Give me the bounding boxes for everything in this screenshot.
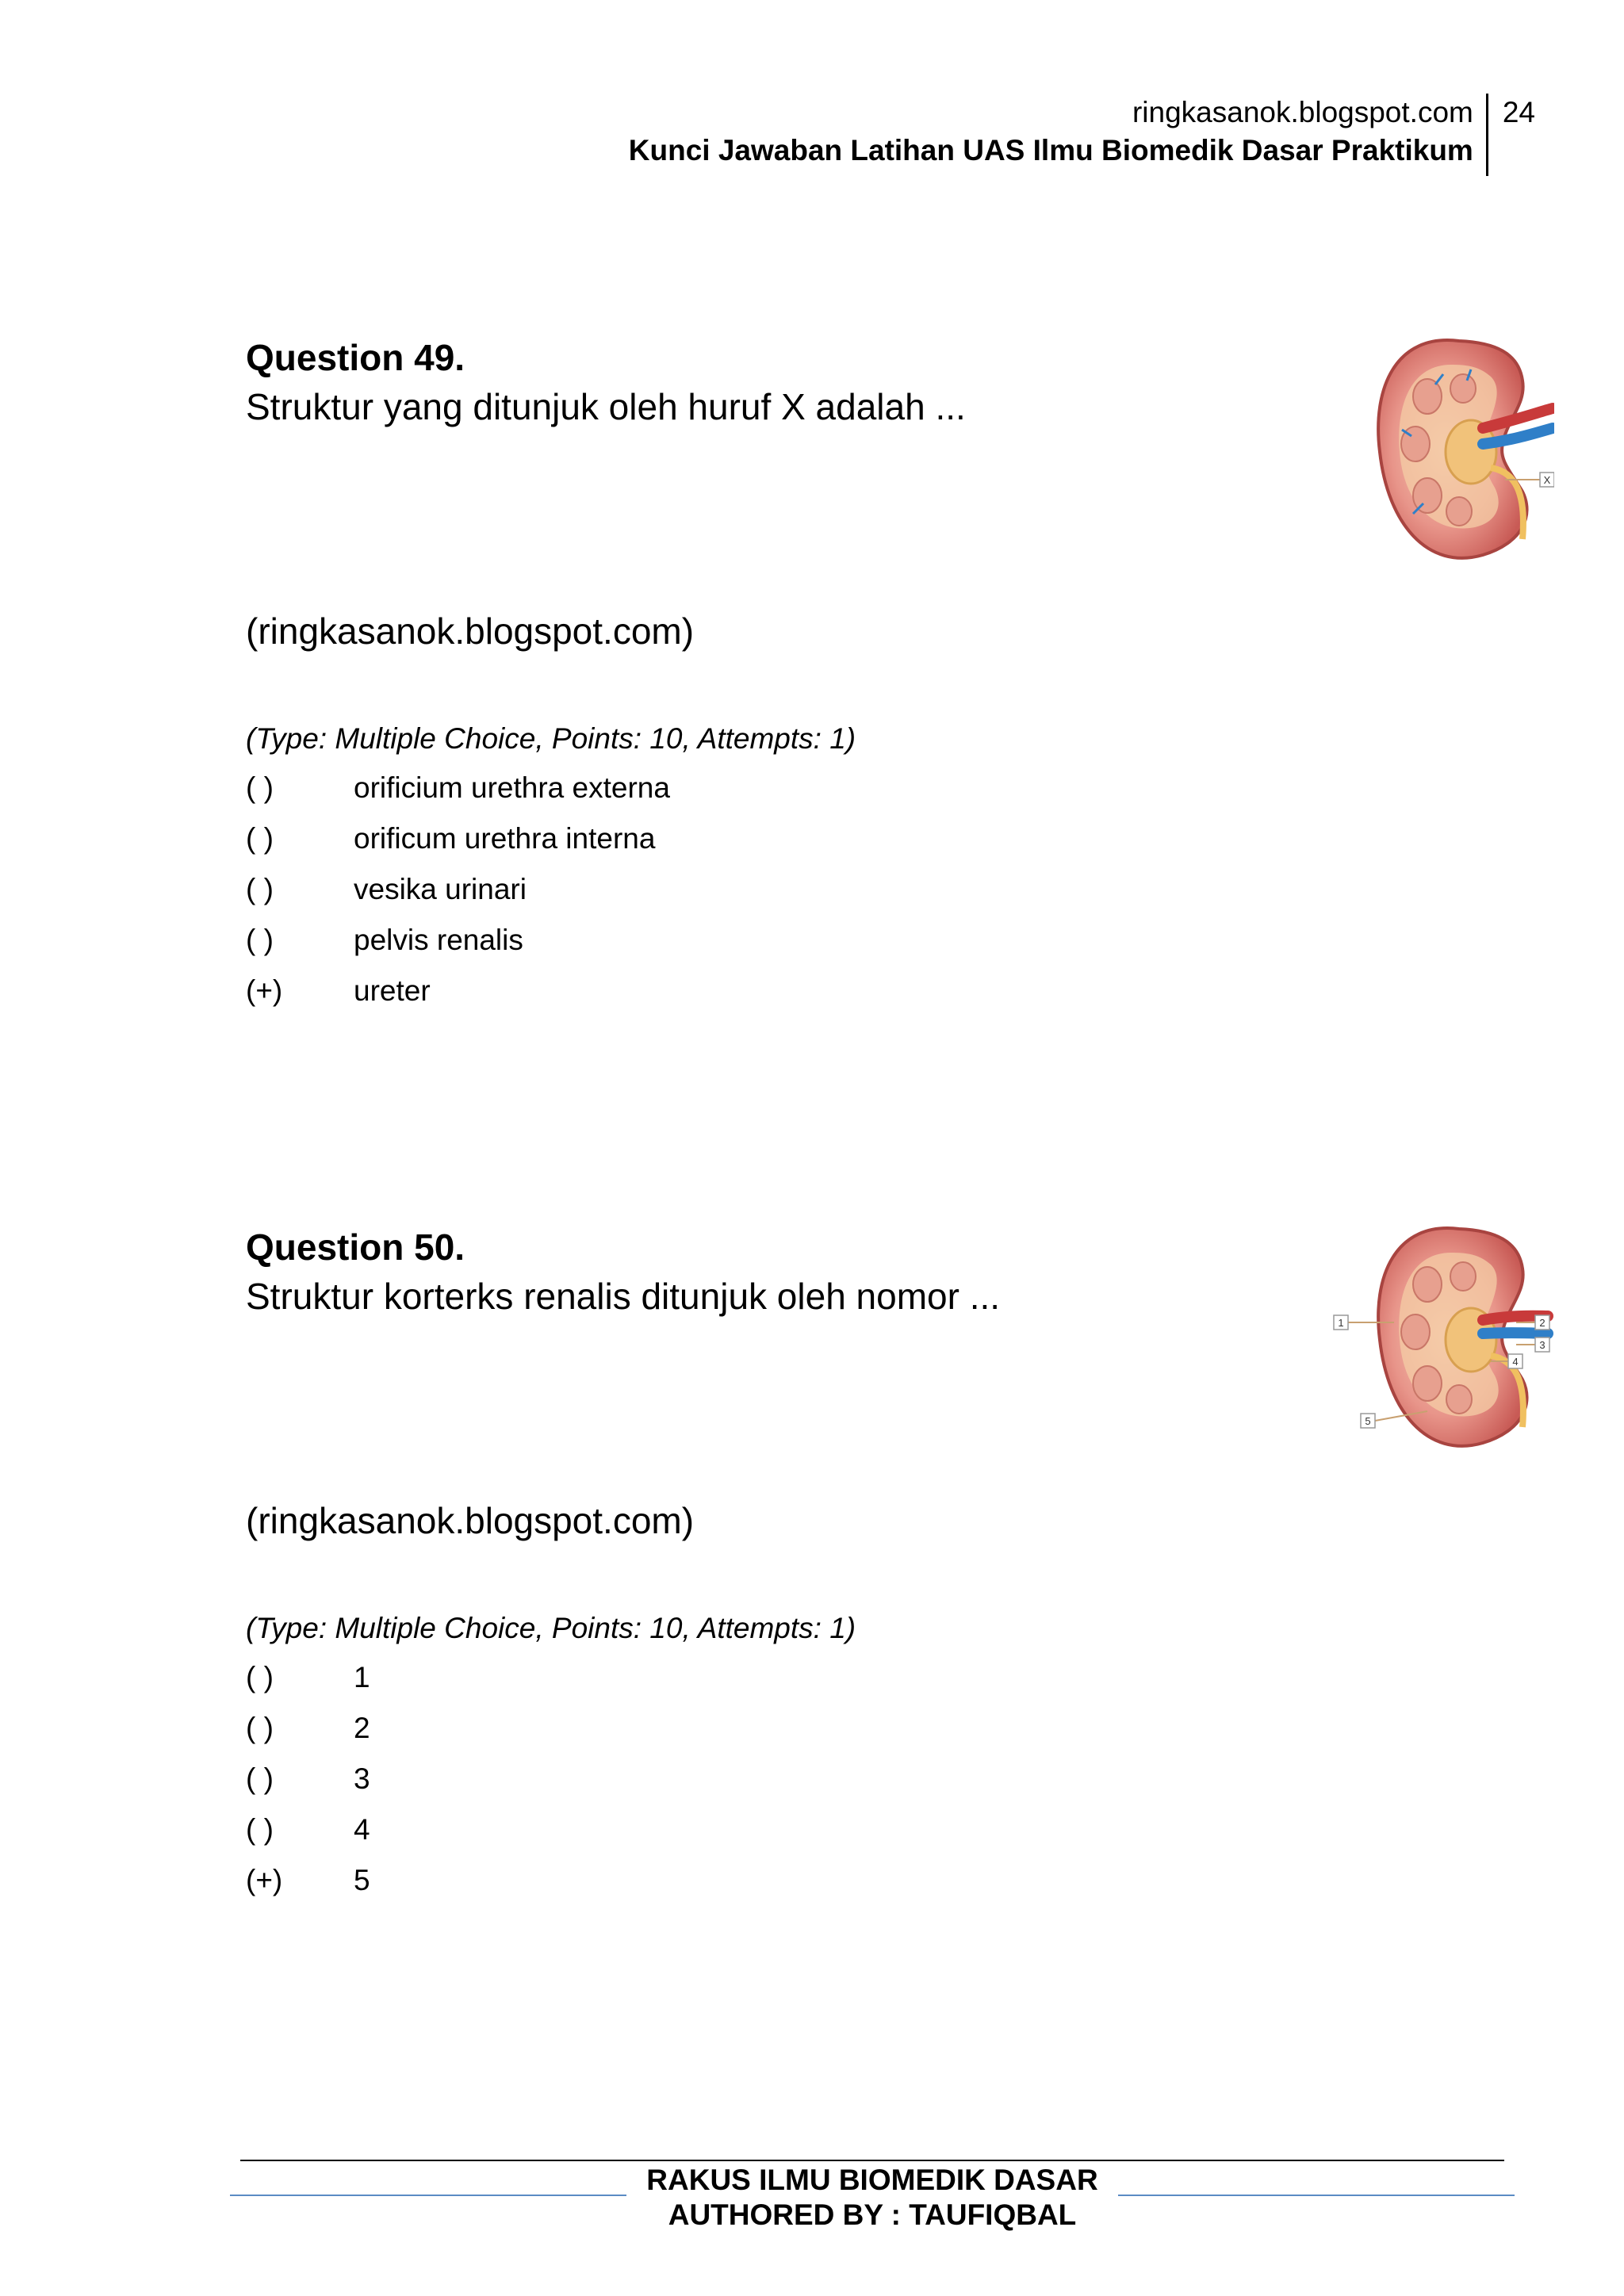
option[interactable] — [246, 763, 670, 813]
figure-label: 2 — [1539, 1317, 1545, 1329]
figure-label: 1 — [1338, 1317, 1344, 1329]
question-text: Struktur yang ditunjuk oleh huruf X adalah ... — [246, 386, 966, 427]
option-mark: (+) — [246, 974, 283, 1007]
option-label: pelvis renalis — [354, 924, 523, 956]
question-50 — [246, 1223, 1515, 1896]
figure-label: 5 — [1365, 1415, 1371, 1427]
question-title: Question 50. — [246, 1226, 465, 1268]
figure-label: 4 — [1512, 1356, 1519, 1368]
question-meta: (Type: Multiple Choice, Points: 10, Attempts: 1) — [246, 722, 856, 755]
question-49 — [246, 333, 1515, 1007]
option-mark: ( ) — [246, 924, 274, 956]
footer-line-2: AUTHORED BY : TAUFIQBAL — [668, 2198, 1077, 2231]
footer-line-1: RAKUS ILMU BIOMEDIK DASAR — [646, 2164, 1098, 2196]
question-text: Struktur korterks renalis ditunjuk oleh nomor ... — [246, 1276, 1001, 1317]
footer-divider — [240, 2160, 1504, 2161]
option-label: 2 — [354, 1712, 370, 1744]
page-header — [629, 94, 1535, 176]
option[interactable] — [246, 966, 670, 1016]
option-label: 3 — [354, 1762, 370, 1795]
option[interactable] — [246, 1703, 370, 1754]
option-label: ureter — [354, 974, 431, 1007]
options-list — [246, 763, 670, 1016]
figure-label: 3 — [1539, 1339, 1545, 1351]
option-mark: ( ) — [246, 771, 274, 804]
question-meta: (Type: Multiple Choice, Points: 10, Attempts: 1) — [246, 1612, 856, 1644]
option-mark: ( ) — [246, 822, 274, 855]
question-source: (ringkasanok.blogspot.com) — [246, 610, 695, 652]
kidney-figure-q49 — [1364, 333, 1554, 571]
option-label: 4 — [354, 1813, 370, 1846]
option-label: orificium urethra externa — [354, 771, 670, 804]
page-footer — [0, 2163, 1624, 2233]
header-site: ringkasanok.blogspot.com — [1132, 96, 1473, 128]
figure-label: X — [1543, 474, 1551, 486]
option-label: vesika urinari — [354, 873, 527, 905]
options-list — [246, 1652, 370, 1906]
option[interactable] — [246, 864, 670, 915]
option-mark: ( ) — [246, 1661, 274, 1693]
option-mark: ( ) — [246, 1712, 274, 1744]
option[interactable] — [246, 813, 670, 864]
option-label: orificum urethra interna — [354, 822, 656, 855]
option[interactable] — [246, 1754, 370, 1804]
option-mark: ( ) — [246, 873, 274, 905]
header-title: Kunci Jawaban Latihan UAS Ilmu Biomedik Dasar Praktikum — [628, 134, 1473, 166]
option-mark: (+) — [246, 1864, 283, 1896]
option-label: 1 — [354, 1661, 370, 1693]
option[interactable] — [246, 915, 670, 966]
option[interactable] — [246, 1855, 370, 1906]
option-label: 5 — [354, 1864, 370, 1896]
header-text — [629, 94, 1488, 176]
option[interactable] — [246, 1652, 370, 1703]
option[interactable] — [246, 1804, 370, 1855]
page-number: 24 — [1502, 96, 1535, 128]
option-mark: ( ) — [246, 1762, 274, 1795]
kidney-figure-q50 — [1332, 1221, 1554, 1459]
question-title: Question 49. — [246, 337, 465, 378]
question-source: (ringkasanok.blogspot.com) — [246, 1500, 695, 1541]
option-mark: ( ) — [246, 1813, 274, 1846]
